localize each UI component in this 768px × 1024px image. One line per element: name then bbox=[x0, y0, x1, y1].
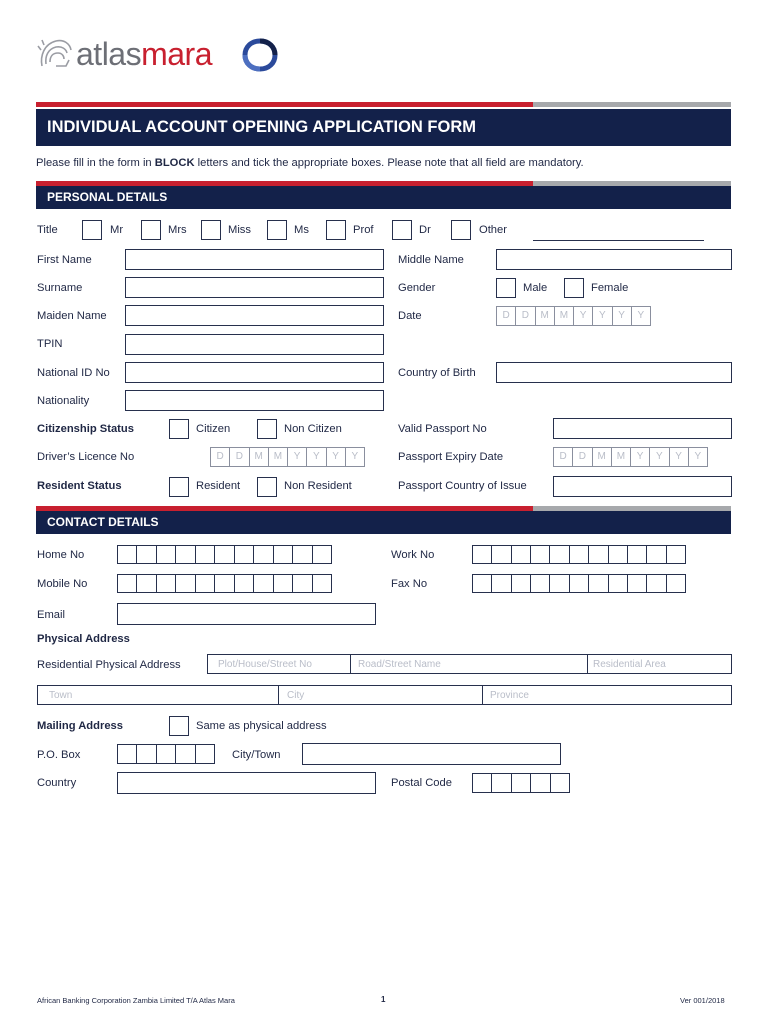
expiry-cell-6[interactable]: Y bbox=[650, 448, 669, 466]
work-no-label: Work No bbox=[391, 549, 435, 561]
title-mr-checkbox[interactable] bbox=[82, 220, 102, 240]
gender-label: Gender bbox=[398, 282, 436, 294]
surname-field[interactable] bbox=[125, 277, 384, 298]
plot-placeholder[interactable]: Plot/House/Street No bbox=[218, 659, 312, 670]
date-cell-y4[interactable]: Y bbox=[637, 310, 645, 321]
expiry-cell-4[interactable]: M bbox=[612, 448, 631, 466]
title-ms-checkbox[interactable] bbox=[267, 220, 287, 240]
email-field[interactable] bbox=[117, 603, 376, 625]
city-placeholder[interactable]: City bbox=[287, 690, 305, 701]
footer-version: Ver 001/2018 bbox=[680, 996, 725, 1005]
expiry-cell-7[interactable]: Y bbox=[670, 448, 689, 466]
licence-cell-6[interactable]: Y bbox=[307, 448, 326, 466]
national-id-field[interactable] bbox=[125, 362, 384, 383]
email-label: Email bbox=[37, 609, 65, 621]
non-citizen-checkbox[interactable] bbox=[257, 419, 277, 439]
title-ms-label: Ms bbox=[294, 224, 309, 236]
title-miss-checkbox[interactable] bbox=[201, 220, 221, 240]
same-as-physical-label: Same as physical address bbox=[196, 720, 327, 732]
non-resident-checkbox[interactable] bbox=[257, 477, 277, 497]
expiry-cell-1[interactable]: D bbox=[554, 448, 573, 466]
home-no-field[interactable] bbox=[117, 545, 332, 564]
footer-company: African Banking Corporation Zambia Limited T/A Atlas Mara bbox=[37, 996, 235, 1005]
licence-cell-2[interactable]: D bbox=[230, 448, 249, 466]
gender-male-label: Male bbox=[523, 282, 548, 294]
title-prof-label: Prof bbox=[353, 224, 374, 236]
residential-address-row2[interactable] bbox=[37, 685, 732, 705]
resident-label: Resident bbox=[196, 480, 241, 492]
date-cell-y2[interactable]: Y bbox=[593, 307, 612, 325]
resident-status-label: Resident Status bbox=[37, 480, 122, 492]
road-placeholder[interactable]: Road/Street Name bbox=[358, 659, 441, 670]
title-accent-red bbox=[36, 102, 533, 107]
national-id-label: National ID No bbox=[37, 367, 110, 379]
non-citizen-label: Non Citizen bbox=[284, 423, 342, 435]
postal-code-label: Postal Code bbox=[391, 777, 452, 789]
title-dr-checkbox[interactable] bbox=[392, 220, 412, 240]
logo bbox=[36, 34, 286, 76]
gender-female-label: Female bbox=[591, 282, 629, 294]
logo-text-atlas: atlas bbox=[76, 36, 142, 72]
title-mrs-label: Mrs bbox=[168, 224, 187, 236]
addr-sep-4 bbox=[482, 686, 483, 704]
expiry-cell-8[interactable]: Y bbox=[694, 451, 702, 462]
town-placeholder[interactable]: Town bbox=[49, 690, 73, 701]
work-no-field[interactable] bbox=[472, 545, 686, 564]
passport-expiry-field[interactable] bbox=[553, 447, 708, 467]
title-mrs-checkbox[interactable] bbox=[141, 220, 161, 240]
title-miss-label: Miss bbox=[228, 224, 251, 236]
passport-expiry-label: Passport Expiry Date bbox=[398, 451, 504, 463]
instructions-bold: BLOCK bbox=[154, 157, 195, 169]
postal-code-field[interactable] bbox=[472, 773, 570, 793]
date-cell-m1[interactable]: M bbox=[536, 307, 555, 325]
date-cell-d2[interactable]: D bbox=[516, 307, 535, 325]
middle-name-label: Middle Name bbox=[398, 254, 464, 266]
drivers-licence-label: Driver’s Licence No bbox=[37, 451, 135, 463]
tpin-label: TPIN bbox=[37, 338, 63, 350]
country-field[interactable] bbox=[117, 772, 376, 794]
title-other-line[interactable] bbox=[533, 240, 704, 241]
title-prof-checkbox[interactable] bbox=[326, 220, 346, 240]
lion-icon bbox=[36, 36, 74, 72]
passport-country-field[interactable] bbox=[553, 476, 732, 497]
licence-cell-1[interactable]: D bbox=[211, 448, 230, 466]
licence-cell-5[interactable]: Y bbox=[288, 448, 307, 466]
date-cell-y1[interactable]: Y bbox=[574, 307, 593, 325]
date-label: Date bbox=[398, 310, 422, 322]
licence-cell-8[interactable]: Y bbox=[351, 451, 359, 462]
province-placeholder[interactable]: Province bbox=[490, 690, 529, 701]
valid-passport-field[interactable] bbox=[553, 418, 732, 439]
passport-country-label: Passport Country of Issue bbox=[398, 480, 527, 492]
instructions bbox=[36, 157, 584, 169]
expiry-cell-3[interactable]: M bbox=[593, 448, 612, 466]
addr-sep-3 bbox=[278, 686, 279, 704]
title-mr-label: Mr bbox=[110, 224, 124, 236]
instructions-pre: Please fill in the form in bbox=[36, 157, 155, 169]
contact-details-heading: CONTACT DETAILS bbox=[36, 511, 731, 534]
same-as-physical-checkbox[interactable] bbox=[169, 716, 189, 736]
residential-physical-address-label: Residential Physical Address bbox=[37, 659, 181, 671]
title-label: Title bbox=[37, 224, 58, 236]
city-town-label: City/Town bbox=[232, 749, 281, 761]
middle-name-field[interactable] bbox=[496, 249, 732, 270]
po-box-label: P.O. Box bbox=[37, 749, 81, 761]
po-box-field[interactable] bbox=[117, 744, 215, 764]
fax-no-label: Fax No bbox=[391, 578, 428, 590]
area-placeholder[interactable]: Residential Area bbox=[593, 659, 666, 670]
citizen-checkbox[interactable] bbox=[169, 419, 189, 439]
expiry-cell-5[interactable]: Y bbox=[631, 448, 650, 466]
valid-passport-label: Valid Passport No bbox=[398, 423, 487, 435]
country-of-birth-field[interactable] bbox=[496, 362, 732, 383]
nationality-field[interactable] bbox=[125, 390, 384, 411]
date-cell-y3[interactable]: Y bbox=[613, 307, 632, 325]
maiden-name-field[interactable] bbox=[125, 305, 384, 326]
logo-text-mara: mara bbox=[141, 36, 212, 72]
ring-icon bbox=[242, 38, 278, 72]
first-name-field[interactable] bbox=[125, 249, 384, 270]
mobile-no-label: Mobile No bbox=[37, 578, 88, 590]
expiry-cell-2[interactable]: D bbox=[573, 448, 592, 466]
citizenship-status-label: Citizenship Status bbox=[37, 423, 134, 435]
country-label: Country bbox=[37, 777, 77, 789]
residential-address-row1[interactable] bbox=[207, 654, 732, 674]
date-cell-d1[interactable]: D bbox=[497, 307, 516, 325]
title-other-checkbox[interactable] bbox=[451, 220, 471, 240]
addr-sep-1 bbox=[350, 655, 351, 673]
licence-cell-7[interactable]: Y bbox=[327, 448, 346, 466]
drivers-licence-field[interactable] bbox=[210, 447, 365, 467]
resident-checkbox[interactable] bbox=[169, 477, 189, 497]
licence-cell-4[interactable]: M bbox=[269, 448, 288, 466]
citizen-label: Citizen bbox=[196, 423, 231, 435]
city-town-field[interactable] bbox=[302, 743, 561, 765]
title-dr-label: Dr bbox=[419, 224, 431, 236]
surname-label: Surname bbox=[37, 282, 83, 294]
gender-female-checkbox[interactable] bbox=[564, 278, 584, 298]
maiden-name-label: Maiden Name bbox=[37, 310, 107, 322]
personal-details-heading: PERSONAL DETAILS bbox=[36, 186, 731, 209]
gender-male-checkbox[interactable] bbox=[496, 278, 516, 298]
nationality-label: Nationality bbox=[37, 395, 90, 407]
instructions-post: letters and tick the appropriate boxes. Please note that all field are mandatory. bbox=[194, 157, 584, 169]
mailing-address-heading: Mailing Address bbox=[37, 720, 123, 732]
physical-address-heading: Physical Address bbox=[37, 633, 130, 645]
date-cell-m2[interactable]: M bbox=[555, 307, 574, 325]
addr-sep-2 bbox=[587, 655, 588, 673]
home-no-label: Home No bbox=[37, 549, 85, 561]
fax-no-field[interactable] bbox=[472, 574, 686, 593]
mobile-no-field[interactable] bbox=[117, 574, 332, 593]
date-field[interactable] bbox=[496, 306, 651, 326]
non-resident-label: Non Resident bbox=[284, 480, 352, 492]
country-of-birth-label: Country of Birth bbox=[398, 367, 476, 379]
title-other-label: Other bbox=[479, 224, 507, 236]
licence-cell-3[interactable]: M bbox=[250, 448, 269, 466]
first-name-label: First Name bbox=[37, 254, 92, 266]
title-accent-grey bbox=[533, 102, 731, 107]
footer-page-number: 1 bbox=[381, 995, 386, 1004]
tpin-field[interactable] bbox=[125, 334, 384, 355]
form-title: INDIVIDUAL ACCOUNT OPENING APPLICATION FORM bbox=[36, 109, 731, 146]
